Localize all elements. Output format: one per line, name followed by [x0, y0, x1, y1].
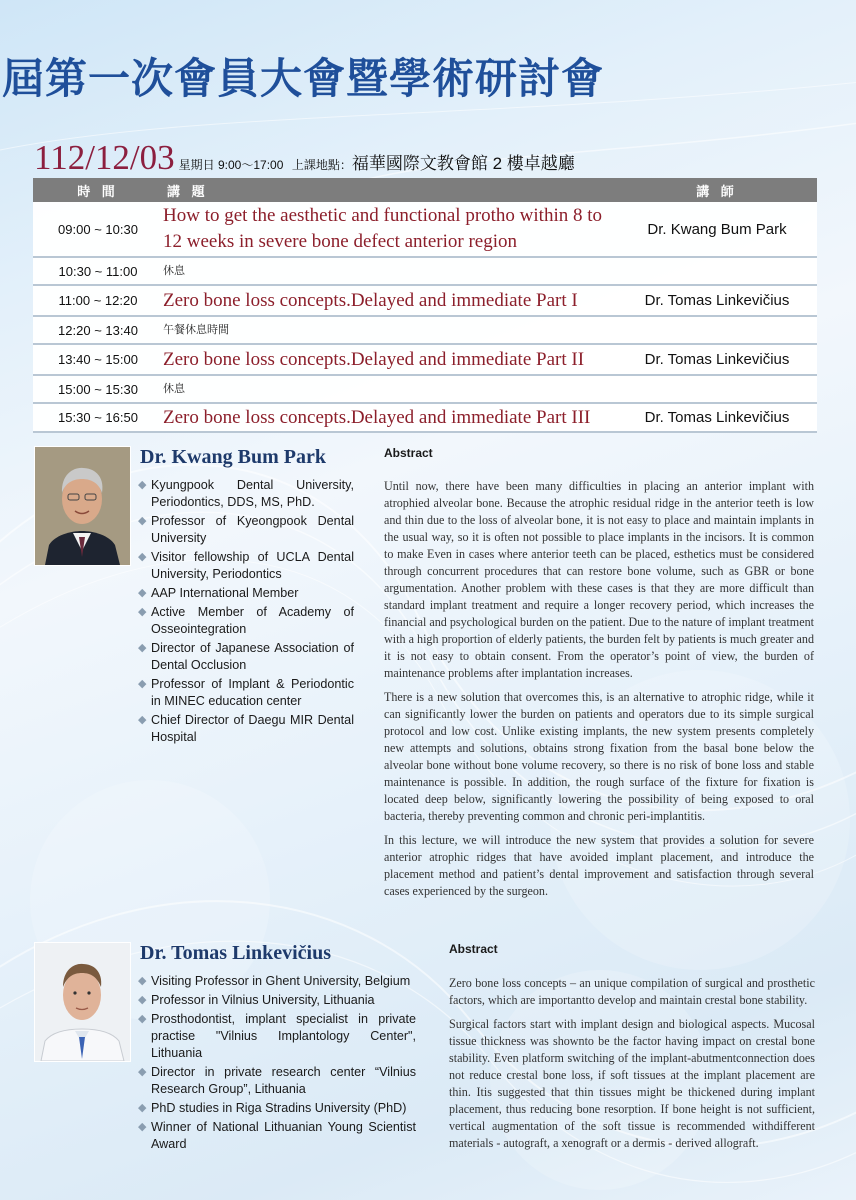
bio-item: ◆ Director of Japanese Association of Dental Occlusion: [138, 641, 354, 672]
abstract-paragraph: There is a new solution that overcomes this, is an alternative to atrophic ridge, while it can significantly lower the burden on patients and operators due to its simple surgical protocol and low cost. Unlike existing implants, the new system presents completely new attempts and solutions, obtains strong fixation from the basal bone below the alveolar bone without bone volume recovery, so there is no risk of bone loss and stable maintenance is possible. In addition, the rough surface of the fixture for fixation is located deep below, significantly lowering the possibility of being exposed to oral bacteria, thereby preventing common and chronic peri-implantitis.: [384, 690, 814, 823]
session-topic: 午餐休息時間: [163, 316, 617, 344]
session-speaker: [617, 316, 817, 344]
header-speaker: 講 師: [617, 178, 817, 202]
table-row: [33, 202, 817, 257]
session-time: 11:00 ~ 12:20: [33, 285, 163, 316]
abstract-heading-park: Abstract: [384, 446, 433, 460]
schedule-header: [33, 178, 817, 202]
bio-item: ◆ Director in private research center “Vilnius Research Group”, Lithuania: [138, 1065, 416, 1096]
session-topic: 休息: [163, 257, 617, 285]
bio-item: ◆ Active Member of Academy of Osseointegration: [138, 605, 354, 636]
bio-item: ◆ Chief Director of Daegu MIR Dental Hospital: [138, 713, 354, 744]
table-row: [33, 316, 817, 344]
bio-item: ◆ Kyungpook Dental University, Periodontics, DDS, MS, PhD.: [138, 478, 354, 509]
session-topic: How to get the aesthetic and functional protho within 8 to 12 weeks in severe bone defect anterior region: [163, 202, 617, 257]
abstract-paragraph: Until now, there have been many difficulties in placing an anterior implant with atrophied alveolar bone. Because the atrophic residual ridge in the anterior teeth is low and thin due to the loss of alveolar bone, it is not easy to place and maintain implants in the usual way, so it is often not possible to place implants in the incisors. It is common to make Even in cases where anterior teeth can be placed, esthetics must be considered through concurrent procedures that can restore bone volume, such as GBR or bone argumentation. Another problem with these cases is that they are more difficult than standard implant treatment and require a longer recovery period, which increases the financial and psychological burden on the patient. Due to the nature of implant treatment with a high proportion of elderly patients, the burden felt by patients is much greater and it is not easy to obtain consent. From the operator’s point of view, the burden of maintenance problems after implantation increases.: [384, 479, 814, 680]
speaker-name-linkevicius: Dr. Tomas Linkevičius: [140, 942, 331, 964]
header-topic: 講 題: [163, 178, 617, 202]
speaker-name-park: Dr. Kwang Bum Park: [140, 446, 326, 468]
table-row: [33, 257, 817, 285]
speaker-photo-linkevicius: [34, 942, 131, 1062]
session-time: 13:40 ~ 15:00: [33, 344, 163, 375]
speaker-bio-linkevicius: [138, 973, 416, 1155]
event-day-time: 星期日 9:00～17:00: [178, 158, 284, 172]
table-row: [33, 403, 817, 432]
bio-item: ◆ Professor of Implant & Periodontic in MINEC education center: [138, 677, 354, 708]
session-speaker: Dr. Tomas Linkevičius: [617, 403, 817, 432]
bio-item: ◆ Visiting Professor in Ghent University, Belgium: [138, 974, 411, 988]
session-time: 12:20 ~ 13:40: [33, 316, 163, 344]
bio-item: ◆ Professor of Kyeongpook Dental University: [138, 514, 354, 545]
bio-item: ◆ PhD studies in Riga Stradins University (PhD): [138, 1101, 407, 1115]
event-date: 112/12/03: [34, 138, 175, 177]
session-time: 15:30 ~ 16:50: [33, 403, 163, 432]
venue-name: 福華國際文教會館 2 樓卓越廳: [351, 154, 575, 173]
venue-label: 上課地點：: [291, 158, 352, 172]
table-row: [33, 375, 817, 403]
table-row: [33, 285, 817, 316]
session-time: 15:00 ~ 15:30: [33, 375, 163, 403]
abstract-linkevicius: [449, 975, 815, 1159]
session-time: 09:00 ~ 10:30: [33, 202, 163, 257]
session-speaker: Dr. Tomas Linkevičius: [617, 344, 817, 375]
session-time: 10:30 ~ 11:00: [33, 257, 163, 285]
session-speaker: [617, 375, 817, 403]
abstract-park: [384, 478, 814, 907]
abstract-paragraph: Zero bone loss concepts – an unique compilation of surgical and prosthetic factors, which are importantto develop and maintain crestal bone stability.: [449, 976, 815, 1007]
abstract-paragraph: In this lecture, we will introduce the new system that provides a solution for severe anterior atrophic ridges that have avoided implant placement, and introduce the placement method and patient’s dental improvement and satisfaction through several cases experienced by the surgeon.: [384, 833, 814, 898]
event-info: [34, 138, 575, 178]
page-title: 屆第一次會員大會暨學術研討會: [2, 54, 605, 103]
bio-item: ◆ AAP International Member: [138, 586, 299, 600]
session-speaker: Dr. Kwang Bum Park: [617, 202, 817, 257]
session-speaker: Dr. Tomas Linkevičius: [617, 285, 817, 316]
schedule-table: [33, 178, 817, 433]
header-time: 時 間: [33, 178, 163, 202]
bio-item: ◆ Professor in Vilnius University, Lithuania: [138, 993, 375, 1007]
abstract-heading-linkevicius: Abstract: [449, 942, 498, 956]
bio-item: ◆ Winner of National Lithuanian Young Scientist Award: [138, 1120, 416, 1151]
session-topic: 休息: [163, 375, 617, 403]
session-speaker: [617, 257, 817, 285]
abstract-paragraph: Surgical factors start with implant design and biological aspects. Mucosal tissue thickness was shownto be the factor having impact on crestal bone stability. Even platform switching of the implant-abutmentconnection does not reduce crestal bone loss, if soft tissues at the implant placement are thin. Itis suggested that thin tissues might be thickened during implant placement, thus reducing bone resorption. If bone height is not sufficient, vertical augmentation of the soft tissue is recommended withdifferent materials - autograft, a xenograft or a dermis - derived allograft.: [449, 1017, 815, 1150]
session-topic: Zero bone loss concepts.Delayed and immediate Part III: [163, 403, 617, 432]
session-topic: Zero bone loss concepts.Delayed and immediate Part I: [163, 285, 617, 316]
table-row: [33, 344, 817, 375]
speaker-bio-park: [138, 477, 354, 748]
bio-item: ◆ Prosthodontist, implant specialist in private practise "Vilnius Implantology Center", Lithuania: [138, 1012, 416, 1060]
speaker-photo-park: [34, 446, 131, 566]
session-topic: Zero bone loss concepts.Delayed and immediate Part II: [163, 344, 617, 375]
bio-item: ◆ Visitor fellowship of UCLA Dental University, Periodontics: [138, 550, 354, 581]
